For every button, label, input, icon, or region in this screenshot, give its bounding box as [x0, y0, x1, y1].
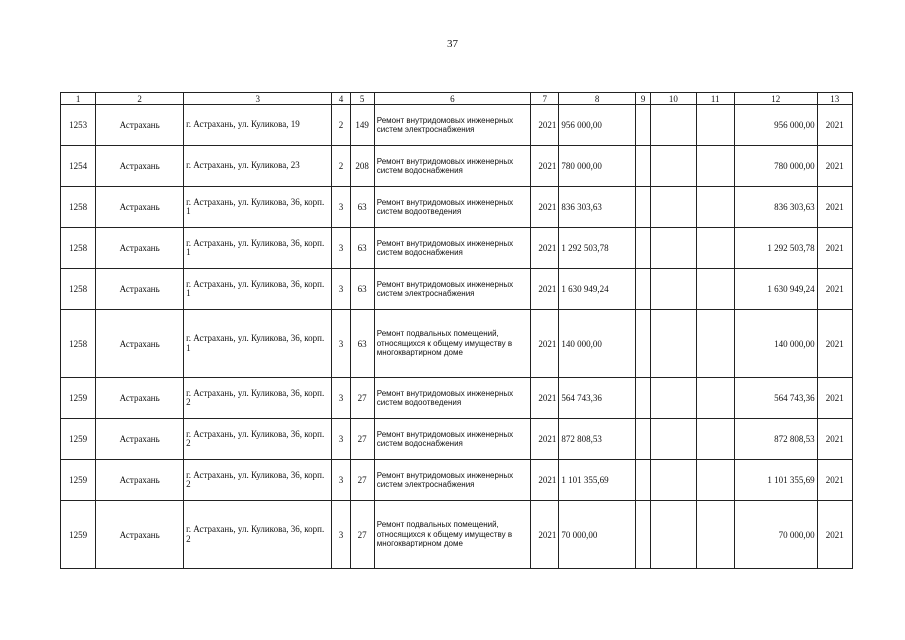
cell-cost-total: 872 808,53 [734, 419, 817, 460]
cell-year: 2021 [531, 460, 559, 501]
cell-completion-year: 2021 [817, 419, 852, 460]
table-row [61, 460, 853, 501]
cell-cost-total: 70 000,00 [734, 501, 817, 569]
col-header-11: 11 [696, 93, 734, 105]
cell-col11 [696, 187, 734, 228]
cell-col9 [636, 310, 651, 378]
cell-municipality: Астрахань [96, 419, 184, 460]
cell-year: 2021 [531, 310, 559, 378]
cell-record-id: 1258 [61, 310, 96, 378]
cell-cost: 836 303,63 [559, 187, 636, 228]
cell-completion-year: 2021 [817, 310, 852, 378]
col-header-6: 6 [374, 93, 530, 105]
cell-col10 [651, 269, 696, 310]
cell-completion-year: 2021 [817, 269, 852, 310]
cell-col9 [636, 187, 651, 228]
cell-col9 [636, 419, 651, 460]
cell-col5: 27 [350, 460, 374, 501]
cell-col4: 3 [332, 310, 350, 378]
cell-col4: 2 [332, 146, 350, 187]
col-header-9: 9 [636, 93, 651, 105]
cell-work-type: Ремонт подвальных помещений, относящихся к общему имуществу в многоквартирном доме [374, 501, 530, 569]
cell-work-type: Ремонт подвальных помещений, относящихся к общему имуществу в многоквартирном доме [374, 310, 530, 378]
cell-cost-total: 1 292 503,78 [734, 228, 817, 269]
cell-cost: 1 630 949,24 [559, 269, 636, 310]
cell-completion-year: 2021 [817, 460, 852, 501]
cell-cost-total: 780 000,00 [734, 146, 817, 187]
cell-col10 [651, 187, 696, 228]
cell-address: г. Астрахань, ул. Куликова, 36, корп. 1 [184, 187, 332, 228]
cell-year: 2021 [531, 269, 559, 310]
cell-col10 [651, 419, 696, 460]
cell-completion-year: 2021 [817, 501, 852, 569]
cell-record-id: 1258 [61, 269, 96, 310]
col-header-3: 3 [184, 93, 332, 105]
cell-address: г. Астрахань, ул. Куликова, 36, корп. 1 [184, 269, 332, 310]
col-header-1: 1 [61, 93, 96, 105]
col-header-7: 7 [531, 93, 559, 105]
cell-col9 [636, 501, 651, 569]
cell-col9 [636, 460, 651, 501]
cell-col9 [636, 378, 651, 419]
col-header-4: 4 [332, 93, 350, 105]
table-row [61, 501, 853, 569]
cell-col4: 3 [332, 501, 350, 569]
cell-col4: 3 [332, 187, 350, 228]
cell-col10 [651, 460, 696, 501]
cell-year: 2021 [531, 187, 559, 228]
cell-work-type: Ремонт внутридомовых инженерных систем водоснабжения [374, 419, 530, 460]
cell-work-type: Ремонт внутридомовых инженерных систем водоснабжения [374, 146, 530, 187]
cell-col10 [651, 310, 696, 378]
cell-year: 2021 [531, 228, 559, 269]
cell-col9 [636, 228, 651, 269]
cell-municipality: Астрахань [96, 105, 184, 146]
cell-address: г. Астрахань, ул. Куликова, 19 [184, 105, 332, 146]
cell-col4: 2 [332, 105, 350, 146]
cell-col11 [696, 460, 734, 501]
cell-cost: 1 101 355,69 [559, 460, 636, 501]
cell-col11 [696, 419, 734, 460]
table-row [61, 105, 853, 146]
cell-work-type: Ремонт внутридомовых инженерных систем водоснабжения [374, 228, 530, 269]
cell-col5: 149 [350, 105, 374, 146]
cell-col5: 63 [350, 187, 374, 228]
cell-col11 [696, 310, 734, 378]
cell-completion-year: 2021 [817, 378, 852, 419]
cell-year: 2021 [531, 378, 559, 419]
cell-year: 2021 [531, 419, 559, 460]
cell-col5: 63 [350, 269, 374, 310]
cell-col10 [651, 146, 696, 187]
cell-col9 [636, 146, 651, 187]
cell-work-type: Ремонт внутридомовых инженерных систем водоотведения [374, 378, 530, 419]
cell-record-id: 1259 [61, 378, 96, 419]
col-header-5: 5 [350, 93, 374, 105]
cell-record-id: 1259 [61, 501, 96, 569]
cell-cost-total: 1 101 355,69 [734, 460, 817, 501]
cell-cost-total: 140 000,00 [734, 310, 817, 378]
cell-cost: 872 808,53 [559, 419, 636, 460]
cell-col11 [696, 501, 734, 569]
cell-col4: 3 [332, 378, 350, 419]
page-number: 37 [447, 38, 458, 50]
cell-col5: 208 [350, 146, 374, 187]
cell-completion-year: 2021 [817, 146, 852, 187]
cell-cost-total: 564 743,36 [734, 378, 817, 419]
cell-year: 2021 [531, 501, 559, 569]
cell-municipality: Астрахань [96, 146, 184, 187]
cell-col4: 3 [332, 419, 350, 460]
cell-address: г. Астрахань, ул. Куликова, 36, корп. 2 [184, 378, 332, 419]
cell-col11 [696, 146, 734, 187]
col-header-2: 2 [96, 93, 184, 105]
cell-address: г. Астрахань, ул. Куликова, 23 [184, 146, 332, 187]
cell-record-id: 1259 [61, 419, 96, 460]
table-row [61, 187, 853, 228]
col-header-12: 12 [734, 93, 817, 105]
cell-cost: 780 000,00 [559, 146, 636, 187]
cell-work-type: Ремонт внутридомовых инженерных систем электроснабжения [374, 460, 530, 501]
cell-address: г. Астрахань, ул. Куликова, 36, корп. 1 [184, 228, 332, 269]
col-header-13: 13 [817, 93, 852, 105]
cell-col5: 63 [350, 310, 374, 378]
table-row [61, 378, 853, 419]
cell-municipality: Астрахань [96, 187, 184, 228]
cell-col11 [696, 378, 734, 419]
cell-col10 [651, 501, 696, 569]
table-row [61, 269, 853, 310]
cell-cost-total: 836 303,63 [734, 187, 817, 228]
cell-col10 [651, 228, 696, 269]
cell-cost: 564 743,36 [559, 378, 636, 419]
column-number-row [61, 93, 853, 105]
cell-col10 [651, 105, 696, 146]
cell-col5: 63 [350, 228, 374, 269]
cell-work-type: Ремонт внутридомовых инженерных систем электроснабжения [374, 269, 530, 310]
table-row [61, 228, 853, 269]
cell-completion-year: 2021 [817, 228, 852, 269]
cell-cost: 1 292 503,78 [559, 228, 636, 269]
cell-col5: 27 [350, 378, 374, 419]
cell-address: г. Астрахань, ул. Куликова, 36, корп. 1 [184, 310, 332, 378]
table-row [61, 310, 853, 378]
cell-record-id: 1253 [61, 105, 96, 146]
cell-record-id: 1258 [61, 228, 96, 269]
cell-col5: 27 [350, 501, 374, 569]
cell-record-id: 1254 [61, 146, 96, 187]
cell-cost: 70 000,00 [559, 501, 636, 569]
cell-municipality: Астрахань [96, 228, 184, 269]
table-row [61, 146, 853, 187]
cell-address: г. Астрахань, ул. Куликова, 36, корп. 2 [184, 419, 332, 460]
cell-year: 2021 [531, 105, 559, 146]
cell-year: 2021 [531, 146, 559, 187]
cell-col11 [696, 269, 734, 310]
cell-address: г. Астрахань, ул. Куликова, 36, корп. 2 [184, 501, 332, 569]
cell-record-id: 1258 [61, 187, 96, 228]
cell-col9 [636, 105, 651, 146]
cell-work-type: Ремонт внутридомовых инженерных систем электроснабжения [374, 105, 530, 146]
cell-col4: 3 [332, 460, 350, 501]
cell-col5: 27 [350, 419, 374, 460]
cell-col4: 3 [332, 269, 350, 310]
cell-cost: 956 000,00 [559, 105, 636, 146]
cell-cost-total: 1 630 949,24 [734, 269, 817, 310]
cell-record-id: 1259 [61, 460, 96, 501]
cell-completion-year: 2021 [817, 105, 852, 146]
cell-col4: 3 [332, 228, 350, 269]
cell-cost: 140 000,00 [559, 310, 636, 378]
cell-municipality: Астрахань [96, 378, 184, 419]
cell-work-type: Ремонт внутридомовых инженерных систем водоотведения [374, 187, 530, 228]
cell-municipality: Астрахань [96, 501, 184, 569]
cell-completion-year: 2021 [817, 187, 852, 228]
cell-address: г. Астрахань, ул. Куликова, 36, корп. 2 [184, 460, 332, 501]
cell-municipality: Астрахань [96, 269, 184, 310]
cell-col11 [696, 228, 734, 269]
cell-col11 [696, 105, 734, 146]
col-header-8: 8 [559, 93, 636, 105]
cell-col9 [636, 269, 651, 310]
repair-program-table [60, 92, 853, 569]
table-row [61, 419, 853, 460]
cell-cost-total: 956 000,00 [734, 105, 817, 146]
cell-municipality: Астрахань [96, 460, 184, 501]
cell-municipality: Астрахань [96, 310, 184, 378]
col-header-10: 10 [651, 93, 696, 105]
cell-col10 [651, 378, 696, 419]
